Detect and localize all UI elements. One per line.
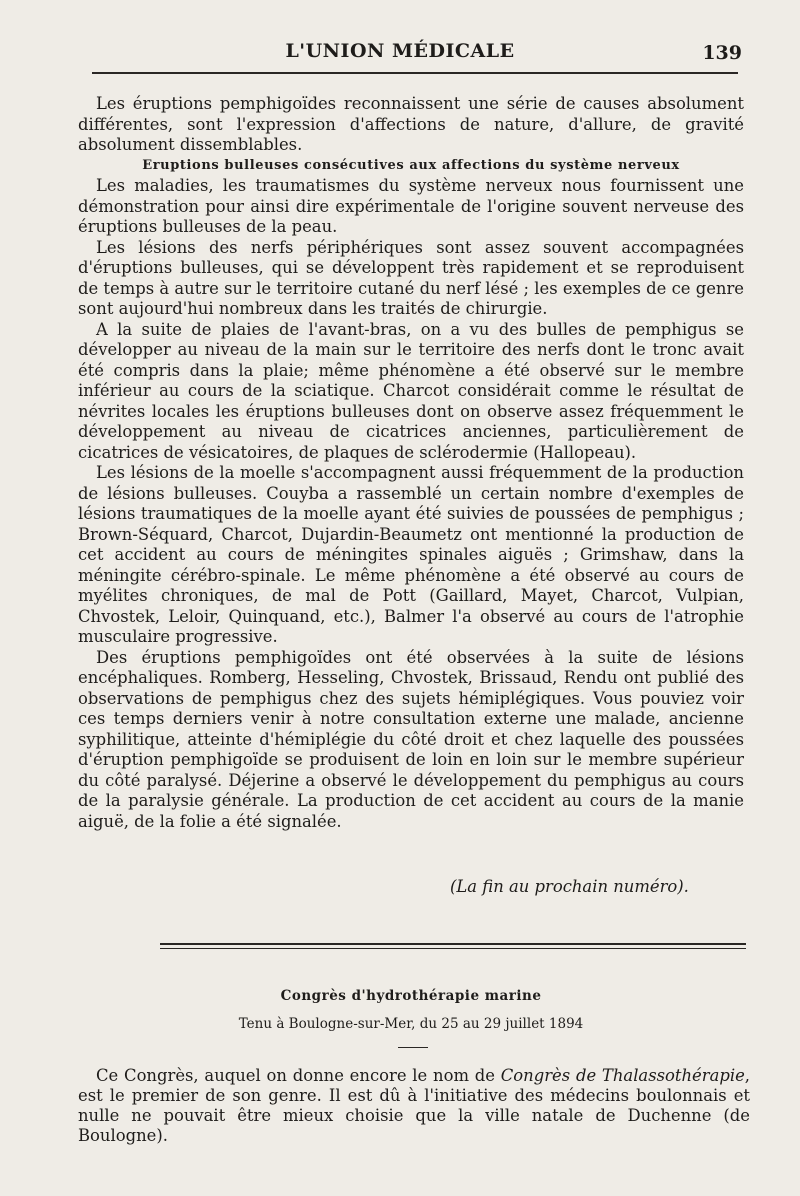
congress-intro [78, 1066, 750, 1146]
running-head [0, 40, 800, 70]
congress-text-1: Ce Congrès, auquel on donne encore le nom de [96, 1066, 501, 1085]
congress-text-2: , est le premier de son genre. Il est dû à l'initiative des médecins boulonnais et nulle ne pouvait être mieux choisie que la ville natale de Duchenne (de Boulogne). [78, 1066, 750, 1145]
congress-name-italic: Congrès de Thalassothérapie [500, 1066, 745, 1085]
page-number: 139 [702, 42, 742, 64]
continued-note: (La fin au prochain numéro). [450, 877, 689, 896]
paragraph-peripheral-nerves: Les lésions des nerfs périphériques sont assez souvent accompagnées d'éruptions bulleuses, qui se développent très rapidement et se reproduisent de temps à autre sur le territoire cutané du nerf lésé ; les exemples de ce genre sont aujourd'hui nombreux dans les traités de chirurgie. [78, 237, 744, 318]
congress-paragraph [78, 1066, 750, 1146]
section-title: Congrès d'hydrothérapie marine [280, 988, 542, 1004]
header-rule [92, 72, 738, 74]
paragraph-forearm-wounds: A la suite de plaies de l'avant-bras, on a vu des bulles de pemphigus se développer au niveau de la main sur le territoire des nerfs dont le tronc avait été compris dans la plaie; même phénomène a été observé sur le membre inférieur au cours de la sciatique. Charcot considérait comme le résultat de névrites locales les éruptions bulleuses dont on observe assez fréquemment le développement au niveau de cicatrices anciennes, particulièrement de cicatrices de vésicatoires, de plaques de sclérodermie (Hallopeau). [78, 319, 744, 462]
paragraph-encephalic: Des éruptions pemphigoïdes ont été observées à la suite de lésions encéphaliques. Romberg, Hesseling, Chvostek, Brissaud, Rendu ont publié des observations de pemphigus chez des sujets hémiplégiques. Vous pouviez voir ces temps derniers venir à notre consultation externe une malade, ancienne syphilitique, atteinte d'hémiplégie du côté droit et chez laquelle des poussées d'éruption pemphigoïde se produisent de loin en loin sur le membre supérieur du côté paralysé. Déjerine a observé le développement du pemphigus au cours de la paralysie générale. La production de cet accident au cours de la manie aiguë, de la folie a été signalée. [78, 647, 744, 831]
article-body [78, 94, 744, 832]
journal-title: L'UNION MÉDICALE [285, 40, 515, 62]
paragraph-nervous-system: Les maladies, les traumatismes du système nerveux nous fournissent une démonstration pour ainsi dire expérimentale de l'origine souvent nerveuse des éruptions bulleuses de la peau. [78, 176, 744, 236]
section-divider-thin [160, 948, 746, 949]
paragraph-spinal-cord: Les lésions de la moelle s'accompagnent aussi fréquemment de la production de lésions bulleuses. Couyba a rassemblé un certain nombre d'exemples de lésions traumatiques de la moelle ayant été suivies de poussées de pemphigus ; Brown-Séquard, Charcot, Dujardin-Beaumetz ont mentionné la production de cet accident au cours de méningites spinales aiguës ; Grimshaw, dans la méningite cérébro-spinale. Le même phénomène a été observé au cours de myélites chroniques, de mal de Pott (Gaillard, Mayet, Charcot, Vulpian, Chvostek, Leloir, Quinquand, etc.), Balmer l'a observé au cours de l'atrophie musculaire progressive. [78, 463, 744, 646]
section-subheading: Eruptions bulleuses consécutives aux affections du système nerveux [142, 157, 680, 173]
section-divider-thick [160, 943, 746, 945]
short-divider [398, 1047, 428, 1048]
paragraph-intro: Les éruptions pemphigoïdes reconnaissent une série de causes absolument différentes, sont l'expression d'affections de nature, d'allure, de gravité absolument dissemblables. [78, 94, 744, 154]
section-subtitle: Tenu à Boulogne-sur-Mer, du 25 au 29 juillet 1894 [238, 1016, 584, 1032]
